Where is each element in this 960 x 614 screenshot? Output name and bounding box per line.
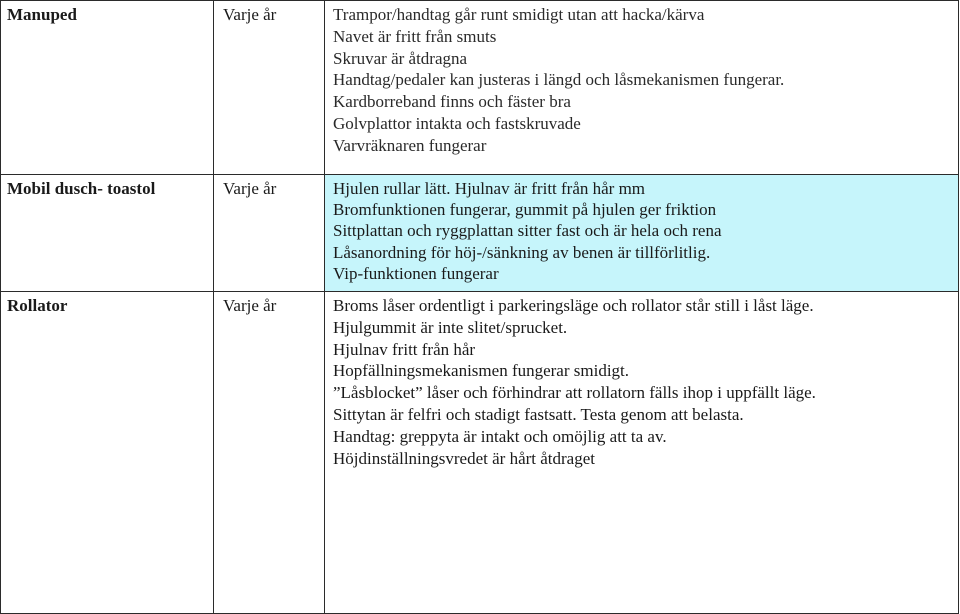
check-item: Hjulgummit är inte slitet/sprucket. (333, 317, 568, 337)
check-item: Handtag/pedaler kan justeras i längd och låsmekanismen fungerar. (333, 70, 785, 90)
check-item: Höjdinställningsvredet är hårt åtdraget (333, 448, 595, 468)
equipment-name: Manuped (1, 1, 214, 175)
check-item: Trampor/handtag går runt smidigt utan att hacka/kärva (333, 5, 705, 24)
check-item: Sittytan är felfri och stadigt fastsatt. Testa genom att belasta. (333, 404, 744, 424)
frequency: Varje år (214, 175, 325, 292)
check-items (325, 1, 959, 175)
check-item: Golvplattor intakta och fastskruvade (333, 113, 581, 133)
check-item: Varvräknaren fungerar (333, 135, 487, 155)
check-item: Hopfällningsmekanismen fungerar smidigt. (333, 361, 630, 381)
check-item: Hjulen rullar lätt. Hjulnav är fritt från hår mm (333, 179, 646, 198)
check-item: Navet är fritt från smuts (333, 26, 497, 46)
table-row (1, 1, 959, 175)
check-item: Vip-funktionen fungerar (333, 263, 499, 283)
check-item: ”Låsblocket” låser och förhindrar att rollatorn fälls ihop i uppfällt läge. (333, 383, 816, 403)
check-item: Skruvar är åtdragna (333, 48, 468, 68)
check-item: Sittplattan och ryggplattan sitter fast och är hela och rena (333, 221, 722, 241)
check-items-highlighted (325, 175, 959, 292)
check-item: Broms låser ordentligt i parkeringsläge och rollator står still i låst läge. (333, 296, 814, 315)
table-row (1, 292, 959, 614)
equipment-name: Mobil dusch- toastol (1, 175, 214, 292)
frequency: Varje år (214, 292, 325, 614)
check-items (325, 292, 959, 614)
check-item: Låsanordning för höj-/sänkning av benen är tillförlitlig. (333, 242, 711, 262)
frequency: Varje år (214, 1, 325, 175)
check-item: Handtag: greppyta är intakt och omöjlig att ta av. (333, 426, 667, 446)
equipment-name: Rollator (1, 292, 214, 614)
check-item: Kardborreband finns och fäster bra (333, 92, 571, 112)
table-row (1, 175, 959, 292)
check-item: Hjulnav fritt från hår (333, 339, 476, 359)
check-item: Bromfunktionen fungerar, gummit på hjulen ger friktion (333, 200, 717, 220)
